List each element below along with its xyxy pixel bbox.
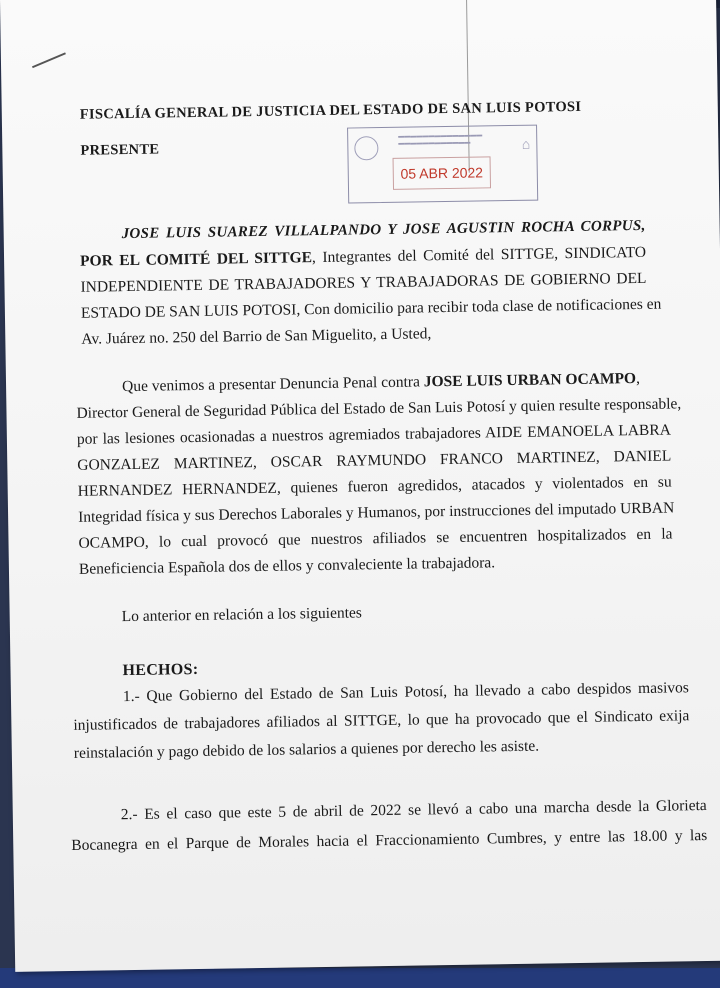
- hecho-1-line-2: injustificados de trabajadores afiliados al SITTGE, lo que ha provocado que el Sindicato exija: [73, 707, 690, 734]
- reception-stamp: [347, 125, 538, 204]
- intro-line-2-rest: , Integrantes del Comité del SITTGE, SINDICATO: [311, 243, 647, 267]
- intro-line-4: ESTADO DE SAN LUIS POTOSI, Con domicilio para recibir toda clase de notificaciones en: [80, 295, 662, 322]
- denuncia-comma: ,: [635, 369, 641, 388]
- denuncia-line-1: [122, 370, 640, 396]
- denuncia-line-6: Integridad física y sus Derechos Laborales y Humanos, por instrucciones del imputado URBAN: [78, 499, 675, 526]
- denuncia-line-3: por las lesiones ocasionadas a nuestros agremiados trabajadores AIDE EMANOELA LABRA: [76, 421, 671, 448]
- stamp-logo-icon: ⌂: [521, 135, 531, 152]
- intro-line-2: [80, 244, 646, 271]
- hecho-2-line-2: Bocanegra en el Parque de Morales hacia el Fraccionamiento Cumbres, y entre las 18.00 y las: [71, 826, 708, 854]
- stamp-date: 05 ABR 2022: [393, 156, 491, 190]
- accused-name: JOSE LUIS URBAN OCAMPO: [423, 370, 637, 391]
- hecho-1-line-3: reinstalación y pago debido de los salarios a quienes por derecho les asiste.: [73, 737, 540, 762]
- denuncia-line-7: OCAMPO, lo cual provocó que nuestros afiliados se encuentren hospitalizados en la: [78, 525, 673, 552]
- denuncia-line-2: Director General de Seguridad Pública del Estado de San Luis Potosí y quien resulte responsable,: [76, 395, 682, 422]
- presente-label: PRESENTE: [80, 141, 160, 159]
- background-bottom: [0, 968, 720, 988]
- denuncia-line-4: GONZALEZ MARTINEZ, OSCAR RAYMUNDO FRANCO MARTINEZ, DANIEL: [77, 447, 672, 474]
- committee-name: POR EL COMITÉ DEL SITTGE: [79, 249, 313, 270]
- denuncia-line-5: HERNANDEZ HERNANDEZ, quienes fueron agredidos, atacados y violentados en su: [77, 473, 672, 500]
- stamp-header: ▬▬▬▬▬▬▬▬▬▬▬▬▬▬ ▬▬▬▬▬▬▬▬▬▬▬▬: [398, 132, 483, 147]
- hecho-1-line-1: 1.- Que Gobierno del Estado de San Luis Potosí, ha llevado a cabo despidos masivos: [122, 679, 690, 706]
- hechos-heading: HECHOS:: [122, 660, 199, 680]
- addressee: FISCALÍA GENERAL DE JUSTICIA DEL ESTADO DE SAN LUIS POTOSI: [79, 98, 582, 123]
- intro-line-1: JOSE LUIS SUAREZ VILLALPANDO Y JOSE AGUSTIN ROCHA CORPUS,: [121, 217, 646, 243]
- hecho-2-line-1: 2.- Es el caso que este 5 de abril de 2022 se llevó a cabo una marcha desde la Glorieta: [120, 796, 707, 824]
- denuncia-prefix: Que venimos a presentar Denuncia Penal contra: [121, 373, 424, 396]
- seal-icon: [354, 136, 378, 160]
- intro-line-5: Av. Juárez no. 250 del Barrio de San Miguelito, a Usted,: [81, 325, 432, 348]
- intro-line-3: INDEPENDIENTE DE TRABAJADORES Y TRABAJADORAS DE GOBIERNO DEL: [80, 269, 647, 296]
- pen-mark: [32, 52, 66, 68]
- denuncia-line-8: Beneficiencia Española dos de ellos y convaleciente la trabajadora.: [78, 554, 496, 578]
- relation-text: Lo anterior en relación a los siguientes: [121, 604, 362, 626]
